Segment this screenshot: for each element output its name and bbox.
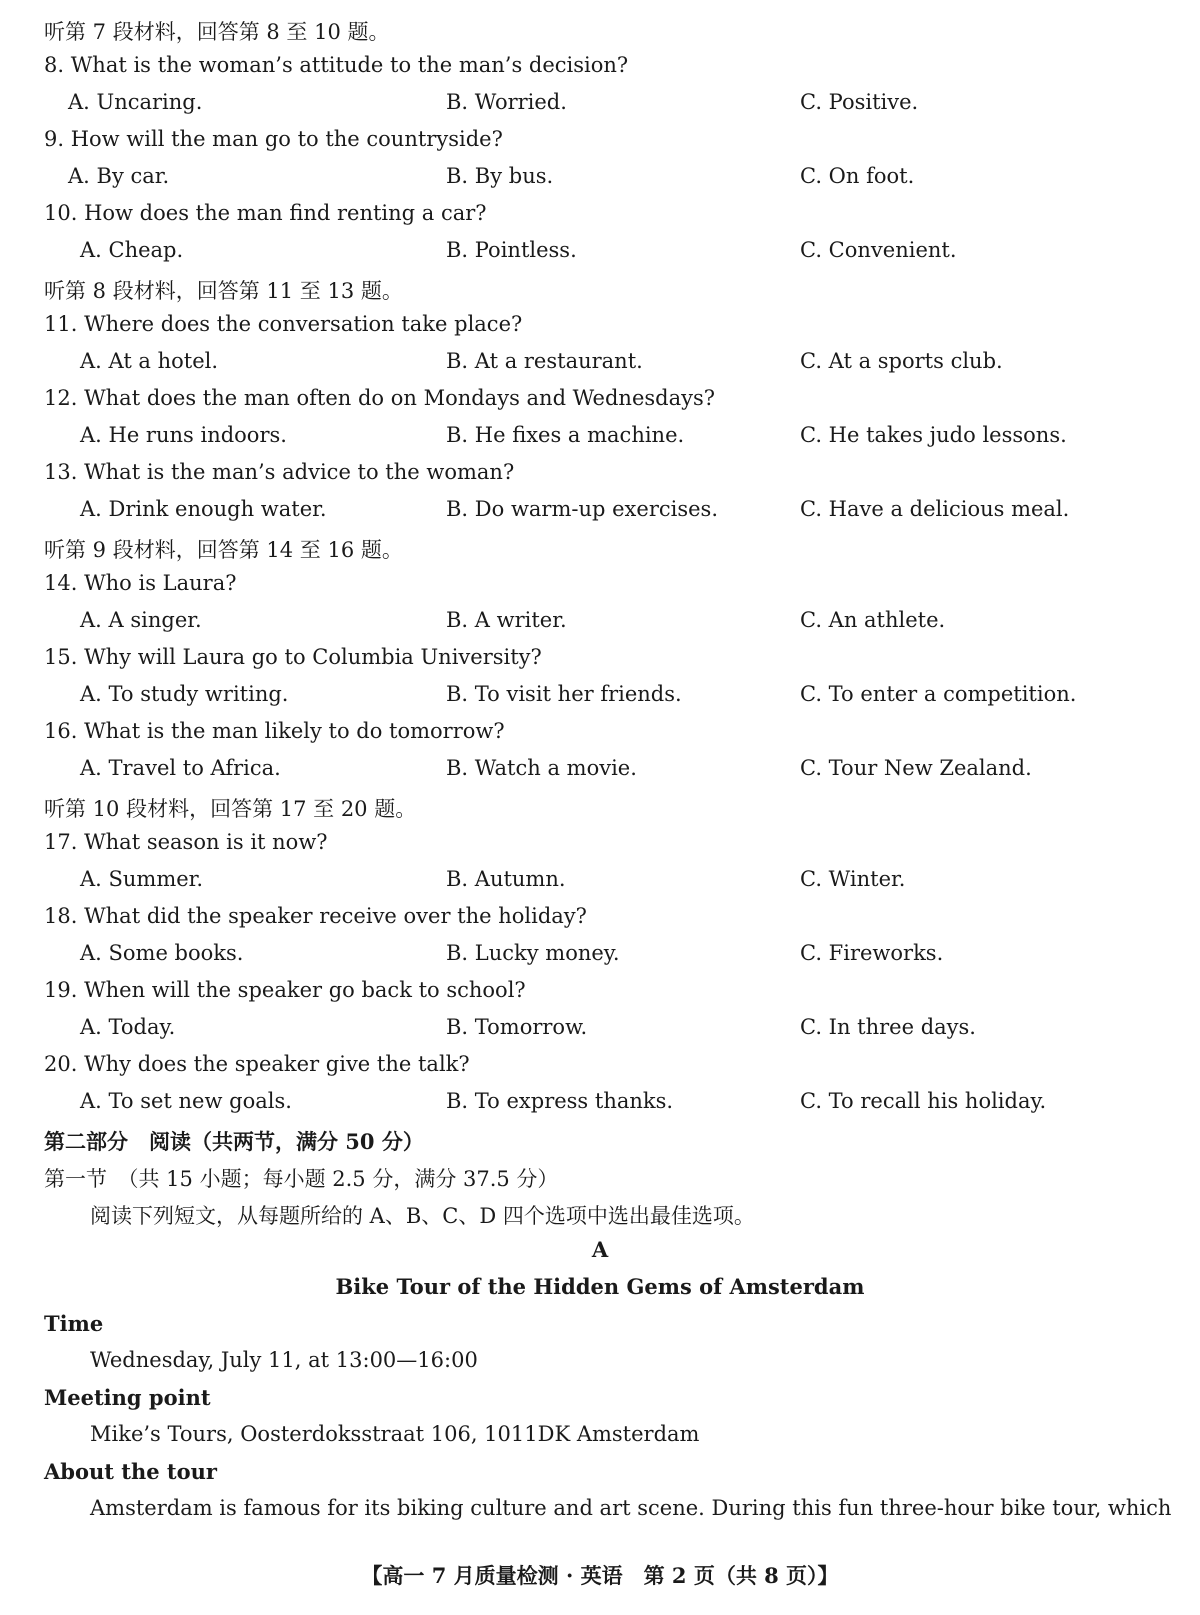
section-heading-8: 听第 8 段材料，回答第 11 至 13 题。 [44, 279, 403, 303]
option-16-c: C. Tour New Zealand. [800, 756, 1032, 780]
option-19-a: A. Today. [80, 1015, 176, 1039]
question-9: 9. How will the man go to the countryside? [44, 127, 503, 151]
option-8-a: A. Uncaring. [68, 90, 203, 114]
option-17-a: A. Summer. [80, 867, 204, 891]
meeting-label: Meeting point [44, 1385, 211, 1410]
question-16: 16. What is the man likely to do tomorrow? [44, 719, 505, 743]
option-13-b: B. Do warm-up exercises. [446, 497, 718, 521]
option-11-a: A. At a hotel. [80, 349, 219, 373]
question-14: 14. Who is Laura? [44, 571, 237, 595]
part2-title: 第二部分 阅读（共两节，满分 50 分） [44, 1129, 424, 1154]
option-10-a: A. Cheap. [80, 238, 184, 262]
option-15-b: B. To visit her friends. [446, 682, 682, 706]
option-20-a: A. To set new goals. [80, 1089, 292, 1113]
option-16-a: A. Travel to Africa. [80, 756, 281, 780]
question-18: 18. What did the speaker receive over the holiday? [44, 904, 587, 928]
option-8-c: C. Positive. [800, 90, 919, 114]
about-label: About the tour [44, 1459, 217, 1484]
option-13-a: A. Drink enough water. [80, 497, 327, 521]
option-12-a: A. He runs indoors. [80, 423, 287, 447]
option-18-c: C. Fireworks. [800, 941, 944, 965]
option-18-b: B. Lucky money. [446, 941, 620, 965]
option-19-b: B. Tomorrow. [446, 1015, 588, 1039]
question-12: 12. What does the man often do on Mondays and Wednesdays? [44, 386, 716, 410]
option-8-b: B. Worried. [446, 90, 567, 114]
time-label: Time [44, 1311, 104, 1336]
option-16-b: B. Watch a movie. [446, 756, 637, 780]
part2-section1: 第一节 （共 15 小题；每小题 2.5 分，满分 37.5 分） [44, 1167, 559, 1191]
option-12-b: B. He fixes a machine. [446, 423, 685, 447]
section-heading-9: 听第 9 段材料，回答第 14 至 16 题。 [44, 538, 403, 562]
option-14-b: B. A writer. [446, 608, 567, 632]
question-20: 20. Why does the speaker give the talk? [44, 1052, 470, 1076]
part2-instruction: 阅读下列短文，从每题所给的 A、B、C、D 四个选项中选出最佳选项。 [90, 1204, 755, 1228]
option-10-c: C. Convenient. [800, 238, 957, 262]
about-text: Amsterdam is famous for its biking culture and art scene. During this fun three-hour bike tour, which [90, 1496, 1172, 1520]
option-15-a: A. To study writing. [80, 682, 289, 706]
option-13-c: C. Have a delicious meal. [800, 497, 1070, 521]
passage-letter: A [591, 1237, 609, 1262]
question-15: 15. Why will Laura go to Columbia University? [44, 645, 542, 669]
question-19: 19. When will the speaker go back to school? [44, 978, 526, 1002]
option-17-b: B. Autumn. [446, 867, 566, 891]
option-9-a: A. By car. [68, 164, 170, 188]
option-20-c: C. To recall his holiday. [800, 1089, 1047, 1113]
option-15-c: C. To enter a competition. [800, 682, 1077, 706]
option-11-b: B. At a restaurant. [446, 349, 643, 373]
question-11: 11. Where does the conversation take place? [44, 312, 523, 336]
page-footer: 【高一 7 月质量检测 · 英语 第 2 页（共 8 页）】 [361, 1563, 839, 1588]
question-13: 13. What is the man’s advice to the woman? [44, 460, 515, 484]
option-14-c: C. An athlete. [800, 608, 946, 632]
option-17-c: C. Winter. [800, 867, 906, 891]
section-heading-7: 听第 7 段材料，回答第 8 至 10 题。 [44, 20, 390, 44]
option-18-a: A. Some books. [80, 941, 244, 965]
section-heading-10: 听第 10 段材料，回答第 17 至 20 题。 [44, 797, 417, 821]
option-14-a: A. A singer. [80, 608, 202, 632]
option-12-c: C. He takes judo lessons. [800, 423, 1067, 447]
question-10: 10. How does the man find renting a car? [44, 201, 487, 225]
time-value: Wednesday, July 11, at 13:00—16:00 [90, 1348, 478, 1372]
question-8: 8. What is the woman’s attitude to the man’s decision? [44, 53, 629, 77]
option-19-c: C. In three days. [800, 1015, 976, 1039]
option-9-b: B. By bus. [446, 164, 554, 188]
option-20-b: B. To express thanks. [446, 1089, 674, 1113]
question-17: 17. What season is it now? [44, 830, 328, 854]
option-10-b: B. Pointless. [446, 238, 577, 262]
passage-title: Bike Tour of the Hidden Gems of Amsterdam [335, 1274, 865, 1299]
option-11-c: C. At a sports club. [800, 349, 1003, 373]
option-9-c: C. On foot. [800, 164, 915, 188]
meeting-value: Mike’s Tours, Oosterdoksstraat 106, 1011DK Amsterdam [90, 1422, 700, 1446]
